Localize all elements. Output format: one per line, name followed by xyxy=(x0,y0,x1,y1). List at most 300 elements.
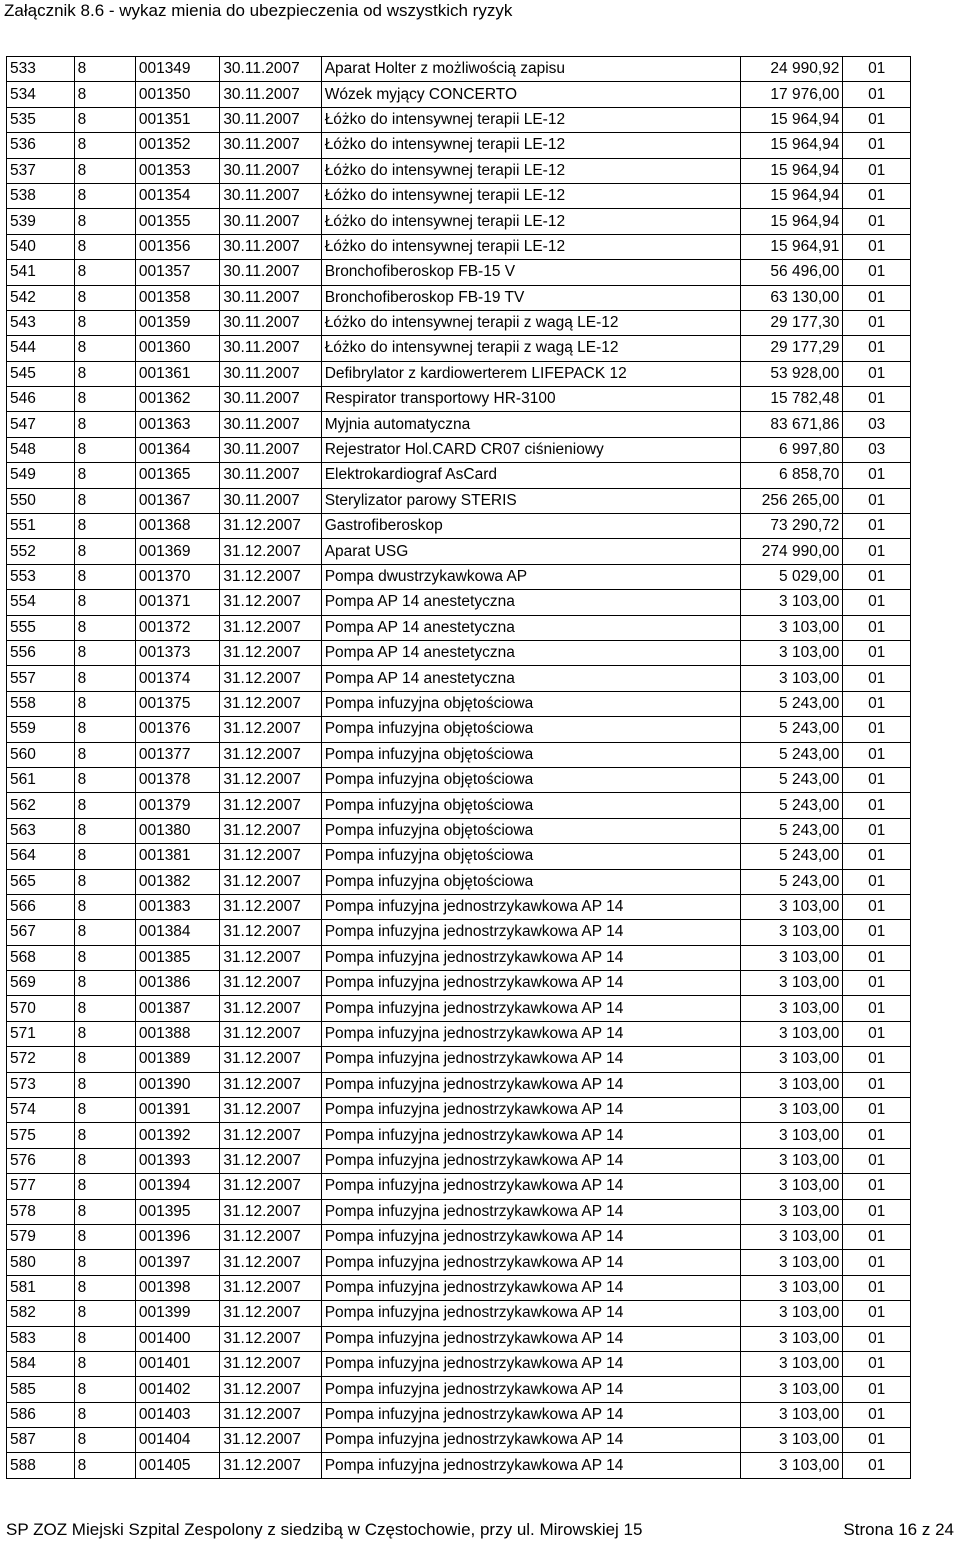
table-row xyxy=(7,920,911,945)
inventory-number-cell: 001387 xyxy=(135,996,219,1021)
group-cell: 8 xyxy=(74,1199,135,1224)
date-cell: 31.12.2007 xyxy=(220,1301,321,1326)
category-code-cell: 01 xyxy=(843,310,911,335)
category-code-cell: 01 xyxy=(843,920,911,945)
inventory-number-cell: 001376 xyxy=(135,717,219,742)
date-cell: 31.12.2007 xyxy=(220,971,321,996)
table-row xyxy=(7,1275,911,1300)
inventory-number-cell: 001398 xyxy=(135,1275,219,1300)
table-row xyxy=(7,691,911,716)
row-number-cell: 586 xyxy=(7,1402,75,1427)
inventory-number-cell: 001385 xyxy=(135,945,219,970)
value-cell: 3 103,00 xyxy=(740,1224,842,1249)
value-cell: 3 103,00 xyxy=(740,1072,842,1097)
table-row xyxy=(7,82,911,107)
row-number-cell: 578 xyxy=(7,1199,75,1224)
category-code-cell: 01 xyxy=(843,640,911,665)
value-cell: 3 103,00 xyxy=(740,1174,842,1199)
row-number-cell: 543 xyxy=(7,310,75,335)
inventory-number-cell: 001352 xyxy=(135,133,219,158)
item-name-cell: Pompa infuzyjna jednostrzykawkowa AP 14 xyxy=(321,1021,740,1046)
date-cell: 30.11.2007 xyxy=(220,260,321,285)
group-cell: 8 xyxy=(74,209,135,234)
table-row xyxy=(7,1250,911,1275)
group-cell: 8 xyxy=(74,793,135,818)
group-cell: 8 xyxy=(74,336,135,361)
value-cell: 6 997,80 xyxy=(740,437,842,462)
inventory-number-cell: 001363 xyxy=(135,412,219,437)
table-row xyxy=(7,387,911,412)
value-cell: 5 243,00 xyxy=(740,793,842,818)
value-cell: 56 496,00 xyxy=(740,260,842,285)
row-number-cell: 581 xyxy=(7,1275,75,1300)
category-code-cell: 01 xyxy=(843,818,911,843)
value-cell: 3 103,00 xyxy=(740,1123,842,1148)
category-code-cell: 01 xyxy=(843,1098,911,1123)
table-row xyxy=(7,869,911,894)
group-cell: 8 xyxy=(74,260,135,285)
inventory-number-cell: 001401 xyxy=(135,1351,219,1376)
inventory-number-cell: 001354 xyxy=(135,183,219,208)
date-cell: 31.12.2007 xyxy=(220,1351,321,1376)
inventory-number-cell: 001357 xyxy=(135,260,219,285)
item-name-cell: Pompa infuzyjna objętościowa xyxy=(321,818,740,843)
category-code-cell: 01 xyxy=(843,158,911,183)
value-cell: 17 976,00 xyxy=(740,82,842,107)
date-cell: 31.12.2007 xyxy=(220,717,321,742)
item-name-cell: Pompa AP 14 anestetyczna xyxy=(321,640,740,665)
item-name-cell: Aparat USG xyxy=(321,539,740,564)
row-number-cell: 568 xyxy=(7,945,75,970)
inventory-number-cell: 001361 xyxy=(135,361,219,386)
footer-institution: SP ZOZ Miejski Szpital Zespolony z siedzibą w Częstochowie, przy ul. Mirowskiej 15 xyxy=(6,1520,643,1539)
row-number-cell: 552 xyxy=(7,539,75,564)
value-cell: 5 243,00 xyxy=(740,844,842,869)
row-number-cell: 571 xyxy=(7,1021,75,1046)
item-name-cell: Pompa infuzyjna jednostrzykawkowa AP 14 xyxy=(321,1224,740,1249)
category-code-cell: 01 xyxy=(843,285,911,310)
group-cell: 8 xyxy=(74,1351,135,1376)
category-code-cell: 01 xyxy=(843,1301,911,1326)
row-number-cell: 570 xyxy=(7,996,75,1021)
inventory-number-cell: 001358 xyxy=(135,285,219,310)
table-row xyxy=(7,310,911,335)
item-name-cell: Pompa infuzyjna objętościowa xyxy=(321,844,740,869)
category-code-cell: 03 xyxy=(843,437,911,462)
value-cell: 3 103,00 xyxy=(740,894,842,919)
row-number-cell: 561 xyxy=(7,767,75,792)
group-cell: 8 xyxy=(74,1275,135,1300)
row-number-cell: 564 xyxy=(7,844,75,869)
inventory-number-cell: 001403 xyxy=(135,1402,219,1427)
group-cell: 8 xyxy=(74,463,135,488)
row-number-cell: 545 xyxy=(7,361,75,386)
item-name-cell: Pompa infuzyjna jednostrzykawkowa AP 14 xyxy=(321,996,740,1021)
group-cell: 8 xyxy=(74,590,135,615)
inventory-number-cell: 001362 xyxy=(135,387,219,412)
category-code-cell: 01 xyxy=(843,945,911,970)
table-row xyxy=(7,1021,911,1046)
inventory-number-cell: 001402 xyxy=(135,1377,219,1402)
table-row xyxy=(7,209,911,234)
value-cell: 15 964,94 xyxy=(740,133,842,158)
item-name-cell: Pompa infuzyjna jednostrzykawkowa AP 14 xyxy=(321,1326,740,1351)
row-number-cell: 536 xyxy=(7,133,75,158)
item-name-cell: Pompa infuzyjna objętościowa xyxy=(321,717,740,742)
group-cell: 8 xyxy=(74,1224,135,1249)
value-cell: 63 130,00 xyxy=(740,285,842,310)
inventory-number-cell: 001405 xyxy=(135,1453,219,1478)
group-cell: 8 xyxy=(74,82,135,107)
inventory-number-cell: 001386 xyxy=(135,971,219,996)
inventory-number-cell: 001383 xyxy=(135,894,219,919)
row-number-cell: 577 xyxy=(7,1174,75,1199)
group-cell: 8 xyxy=(74,971,135,996)
value-cell: 15 964,94 xyxy=(740,158,842,183)
table-row xyxy=(7,1351,911,1376)
row-number-cell: 573 xyxy=(7,1072,75,1097)
table-row xyxy=(7,133,911,158)
value-cell: 5 243,00 xyxy=(740,818,842,843)
inventory-number-cell: 001373 xyxy=(135,640,219,665)
row-number-cell: 576 xyxy=(7,1148,75,1173)
date-cell: 30.11.2007 xyxy=(220,412,321,437)
value-cell: 3 103,00 xyxy=(740,996,842,1021)
date-cell: 31.12.2007 xyxy=(220,666,321,691)
value-cell: 3 103,00 xyxy=(740,640,842,665)
category-code-cell: 01 xyxy=(843,971,911,996)
row-number-cell: 558 xyxy=(7,691,75,716)
table-row xyxy=(7,437,911,462)
table-row xyxy=(7,514,911,539)
category-code-cell: 01 xyxy=(843,590,911,615)
category-code-cell: 01 xyxy=(843,844,911,869)
category-code-cell: 01 xyxy=(843,1351,911,1376)
row-number-cell: 575 xyxy=(7,1123,75,1148)
category-code-cell: 01 xyxy=(843,717,911,742)
row-number-cell: 539 xyxy=(7,209,75,234)
group-cell: 8 xyxy=(74,869,135,894)
row-number-cell: 583 xyxy=(7,1326,75,1351)
value-cell: 3 103,00 xyxy=(740,1453,842,1478)
category-code-cell: 01 xyxy=(843,1199,911,1224)
table-row xyxy=(7,1428,911,1453)
row-number-cell: 574 xyxy=(7,1098,75,1123)
value-cell: 3 103,00 xyxy=(740,1326,842,1351)
date-cell: 31.12.2007 xyxy=(220,920,321,945)
category-code-cell: 01 xyxy=(843,234,911,259)
date-cell: 31.12.2007 xyxy=(220,1275,321,1300)
date-cell: 31.12.2007 xyxy=(220,1123,321,1148)
inventory-number-cell: 001396 xyxy=(135,1224,219,1249)
group-cell: 8 xyxy=(74,844,135,869)
value-cell: 3 103,00 xyxy=(740,590,842,615)
value-cell: 73 290,72 xyxy=(740,514,842,539)
page-footer xyxy=(6,1519,954,1541)
date-cell: 30.11.2007 xyxy=(220,107,321,132)
inventory-number-cell: 001367 xyxy=(135,488,219,513)
table-row xyxy=(7,996,911,1021)
group-cell: 8 xyxy=(74,133,135,158)
category-code-cell: 01 xyxy=(843,1275,911,1300)
item-name-cell: Pompa infuzyjna jednostrzykawkowa AP 14 xyxy=(321,1250,740,1275)
value-cell: 3 103,00 xyxy=(740,1148,842,1173)
table-row xyxy=(7,894,911,919)
footer-page-number: Strona 16 z 24 xyxy=(843,1520,954,1539)
inventory-number-cell: 001390 xyxy=(135,1072,219,1097)
table-row xyxy=(7,615,911,640)
category-code-cell: 01 xyxy=(843,361,911,386)
item-name-cell: Pompa infuzyjna jednostrzykawkowa AP 14 xyxy=(321,1428,740,1453)
item-name-cell: Łóżko do intensywnej terapii z wagą LE-12 xyxy=(321,336,740,361)
category-code-cell: 01 xyxy=(843,666,911,691)
item-name-cell: Respirator transportowy HR-3100 xyxy=(321,387,740,412)
category-code-cell: 01 xyxy=(843,615,911,640)
row-number-cell: 582 xyxy=(7,1301,75,1326)
group-cell: 8 xyxy=(74,666,135,691)
table-row xyxy=(7,1224,911,1249)
date-cell: 31.12.2007 xyxy=(220,1047,321,1072)
item-name-cell: Pompa dwustrzykawkowa AP xyxy=(321,564,740,589)
group-cell: 8 xyxy=(74,514,135,539)
row-number-cell: 553 xyxy=(7,564,75,589)
value-cell: 3 103,00 xyxy=(740,1021,842,1046)
date-cell: 31.12.2007 xyxy=(220,996,321,1021)
category-code-cell: 01 xyxy=(843,1428,911,1453)
item-name-cell: Gastrofiberoskop xyxy=(321,514,740,539)
value-cell: 3 103,00 xyxy=(740,666,842,691)
row-number-cell: 563 xyxy=(7,818,75,843)
category-code-cell: 01 xyxy=(843,1123,911,1148)
inventory-table xyxy=(6,56,911,1479)
date-cell: 31.12.2007 xyxy=(220,1326,321,1351)
row-number-cell: 562 xyxy=(7,793,75,818)
inventory-number-cell: 001381 xyxy=(135,844,219,869)
row-number-cell: 565 xyxy=(7,869,75,894)
category-code-cell: 01 xyxy=(843,894,911,919)
group-cell: 8 xyxy=(74,437,135,462)
table-row xyxy=(7,336,911,361)
category-code-cell: 01 xyxy=(843,1402,911,1427)
row-number-cell: 588 xyxy=(7,1453,75,1478)
date-cell: 31.12.2007 xyxy=(220,1098,321,1123)
item-name-cell: Pompa AP 14 anestetyczna xyxy=(321,666,740,691)
item-name-cell: Pompa infuzyjna jednostrzykawkowa AP 14 xyxy=(321,1453,740,1478)
value-cell: 3 103,00 xyxy=(740,1428,842,1453)
row-number-cell: 555 xyxy=(7,615,75,640)
inventory-number-cell: 001349 xyxy=(135,57,219,82)
category-code-cell: 01 xyxy=(843,1250,911,1275)
category-code-cell: 01 xyxy=(843,1224,911,1249)
table-row xyxy=(7,640,911,665)
row-number-cell: 559 xyxy=(7,717,75,742)
date-cell: 30.11.2007 xyxy=(220,387,321,412)
inventory-number-cell: 001391 xyxy=(135,1098,219,1123)
group-cell: 8 xyxy=(74,158,135,183)
date-cell: 31.12.2007 xyxy=(220,742,321,767)
group-cell: 8 xyxy=(74,691,135,716)
category-code-cell: 01 xyxy=(843,1174,911,1199)
item-name-cell: Pompa infuzyjna jednostrzykawkowa AP 14 xyxy=(321,1072,740,1097)
category-code-cell: 01 xyxy=(843,539,911,564)
row-number-cell: 548 xyxy=(7,437,75,462)
table-row xyxy=(7,234,911,259)
group-cell: 8 xyxy=(74,920,135,945)
category-code-cell: 01 xyxy=(843,107,911,132)
group-cell: 8 xyxy=(74,1047,135,1072)
row-number-cell: 544 xyxy=(7,336,75,361)
date-cell: 30.11.2007 xyxy=(220,158,321,183)
date-cell: 31.12.2007 xyxy=(220,640,321,665)
item-name-cell: Myjnia automatyczna xyxy=(321,412,740,437)
item-name-cell: Pompa infuzyjna jednostrzykawkowa AP 14 xyxy=(321,1275,740,1300)
category-code-cell: 03 xyxy=(843,412,911,437)
inventory-number-cell: 001389 xyxy=(135,1047,219,1072)
category-code-cell: 01 xyxy=(843,463,911,488)
table-row xyxy=(7,717,911,742)
group-cell: 8 xyxy=(74,57,135,82)
date-cell: 31.12.2007 xyxy=(220,1021,321,1046)
inventory-number-cell: 001380 xyxy=(135,818,219,843)
group-cell: 8 xyxy=(74,1250,135,1275)
group-cell: 8 xyxy=(74,615,135,640)
table-row xyxy=(7,1326,911,1351)
document-title: Załącznik 8.6 - wykaz mienia do ubezpieczenia od wszystkich ryzyk xyxy=(4,1,513,20)
row-number-cell: 557 xyxy=(7,666,75,691)
item-name-cell: Łóżko do intensywnej terapii LE-12 xyxy=(321,158,740,183)
row-number-cell: 566 xyxy=(7,894,75,919)
table-row xyxy=(7,539,911,564)
item-name-cell: Pompa infuzyjna jednostrzykawkowa AP 14 xyxy=(321,1301,740,1326)
table-row xyxy=(7,793,911,818)
item-name-cell: Pompa infuzyjna jednostrzykawkowa AP 14 xyxy=(321,945,740,970)
category-code-cell: 01 xyxy=(843,488,911,513)
inventory-number-cell: 001377 xyxy=(135,742,219,767)
row-number-cell: 540 xyxy=(7,234,75,259)
date-cell: 31.12.2007 xyxy=(220,590,321,615)
value-cell: 29 177,30 xyxy=(740,310,842,335)
row-number-cell: 569 xyxy=(7,971,75,996)
table-row xyxy=(7,666,911,691)
group-cell: 8 xyxy=(74,945,135,970)
table-row xyxy=(7,1072,911,1097)
category-code-cell: 01 xyxy=(843,1047,911,1072)
category-code-cell: 01 xyxy=(843,793,911,818)
date-cell: 30.11.2007 xyxy=(220,133,321,158)
item-name-cell: Łóżko do intensywnej terapii LE-12 xyxy=(321,107,740,132)
date-cell: 31.12.2007 xyxy=(220,793,321,818)
inventory-number-cell: 001368 xyxy=(135,514,219,539)
table-row xyxy=(7,564,911,589)
category-code-cell: 01 xyxy=(843,691,911,716)
date-cell: 30.11.2007 xyxy=(220,361,321,386)
group-cell: 8 xyxy=(74,1098,135,1123)
value-cell: 3 103,00 xyxy=(740,1275,842,1300)
value-cell: 5 243,00 xyxy=(740,742,842,767)
inventory-number-cell: 001384 xyxy=(135,920,219,945)
inventory-table-body xyxy=(7,57,911,1479)
table-row xyxy=(7,183,911,208)
date-cell: 30.11.2007 xyxy=(220,336,321,361)
category-code-cell: 01 xyxy=(843,209,911,234)
row-number-cell: 550 xyxy=(7,488,75,513)
value-cell: 3 103,00 xyxy=(740,1199,842,1224)
item-name-cell: Defibrylator z kardiowerterem LIFEPACK 12 xyxy=(321,361,740,386)
item-name-cell: Pompa infuzyjna jednostrzykawkowa AP 14 xyxy=(321,1402,740,1427)
category-code-cell: 01 xyxy=(843,260,911,285)
inventory-number-cell: 001393 xyxy=(135,1148,219,1173)
group-cell: 8 xyxy=(74,996,135,1021)
row-number-cell: 585 xyxy=(7,1377,75,1402)
date-cell: 31.12.2007 xyxy=(220,1402,321,1427)
item-name-cell: Pompa infuzyjna jednostrzykawkowa AP 14 xyxy=(321,1148,740,1173)
item-name-cell: Bronchofiberoskop FB-15 V xyxy=(321,260,740,285)
inventory-number-cell: 001395 xyxy=(135,1199,219,1224)
table-row xyxy=(7,1098,911,1123)
date-cell: 31.12.2007 xyxy=(220,1224,321,1249)
value-cell: 3 103,00 xyxy=(740,1301,842,1326)
category-code-cell: 01 xyxy=(843,57,911,82)
item-name-cell: Pompa infuzyjna objętościowa xyxy=(321,869,740,894)
category-code-cell: 01 xyxy=(843,1326,911,1351)
group-cell: 8 xyxy=(74,1301,135,1326)
table-row xyxy=(7,107,911,132)
value-cell: 15 964,94 xyxy=(740,209,842,234)
item-name-cell: Pompa infuzyjna jednostrzykawkowa AP 14 xyxy=(321,1174,740,1199)
row-number-cell: 547 xyxy=(7,412,75,437)
value-cell: 3 103,00 xyxy=(740,1377,842,1402)
inventory-number-cell: 001351 xyxy=(135,107,219,132)
date-cell: 31.12.2007 xyxy=(220,514,321,539)
table-row xyxy=(7,412,911,437)
inventory-number-cell: 001356 xyxy=(135,234,219,259)
group-cell: 8 xyxy=(74,717,135,742)
table-row xyxy=(7,463,911,488)
table-row xyxy=(7,818,911,843)
category-code-cell: 01 xyxy=(843,564,911,589)
inventory-number-cell: 001394 xyxy=(135,1174,219,1199)
table-row xyxy=(7,158,911,183)
table-row xyxy=(7,1402,911,1427)
date-cell: 31.12.2007 xyxy=(220,869,321,894)
row-number-cell: 549 xyxy=(7,463,75,488)
group-cell: 8 xyxy=(74,183,135,208)
inventory-number-cell: 001372 xyxy=(135,615,219,640)
category-code-cell: 01 xyxy=(843,1072,911,1097)
table-row xyxy=(7,1199,911,1224)
item-name-cell: Pompa infuzyjna jednostrzykawkowa AP 14 xyxy=(321,1123,740,1148)
group-cell: 8 xyxy=(74,767,135,792)
category-code-cell: 01 xyxy=(843,336,911,361)
date-cell: 31.12.2007 xyxy=(220,1072,321,1097)
date-cell: 31.12.2007 xyxy=(220,818,321,843)
value-cell: 3 103,00 xyxy=(740,1047,842,1072)
item-name-cell: Pompa infuzyjna jednostrzykawkowa AP 14 xyxy=(321,1199,740,1224)
item-name-cell: Łóżko do intensywnej terapii LE-12 xyxy=(321,209,740,234)
inventory-number-cell: 001399 xyxy=(135,1301,219,1326)
row-number-cell: 554 xyxy=(7,590,75,615)
group-cell: 8 xyxy=(74,1326,135,1351)
row-number-cell: 572 xyxy=(7,1047,75,1072)
inventory-number-cell: 001378 xyxy=(135,767,219,792)
inventory-number-cell: 001353 xyxy=(135,158,219,183)
row-number-cell: 567 xyxy=(7,920,75,945)
group-cell: 8 xyxy=(74,1072,135,1097)
group-cell: 8 xyxy=(74,1123,135,1148)
table-row xyxy=(7,1453,911,1478)
value-cell: 5 243,00 xyxy=(740,717,842,742)
item-name-cell: Pompa infuzyjna jednostrzykawkowa AP 14 xyxy=(321,1047,740,1072)
